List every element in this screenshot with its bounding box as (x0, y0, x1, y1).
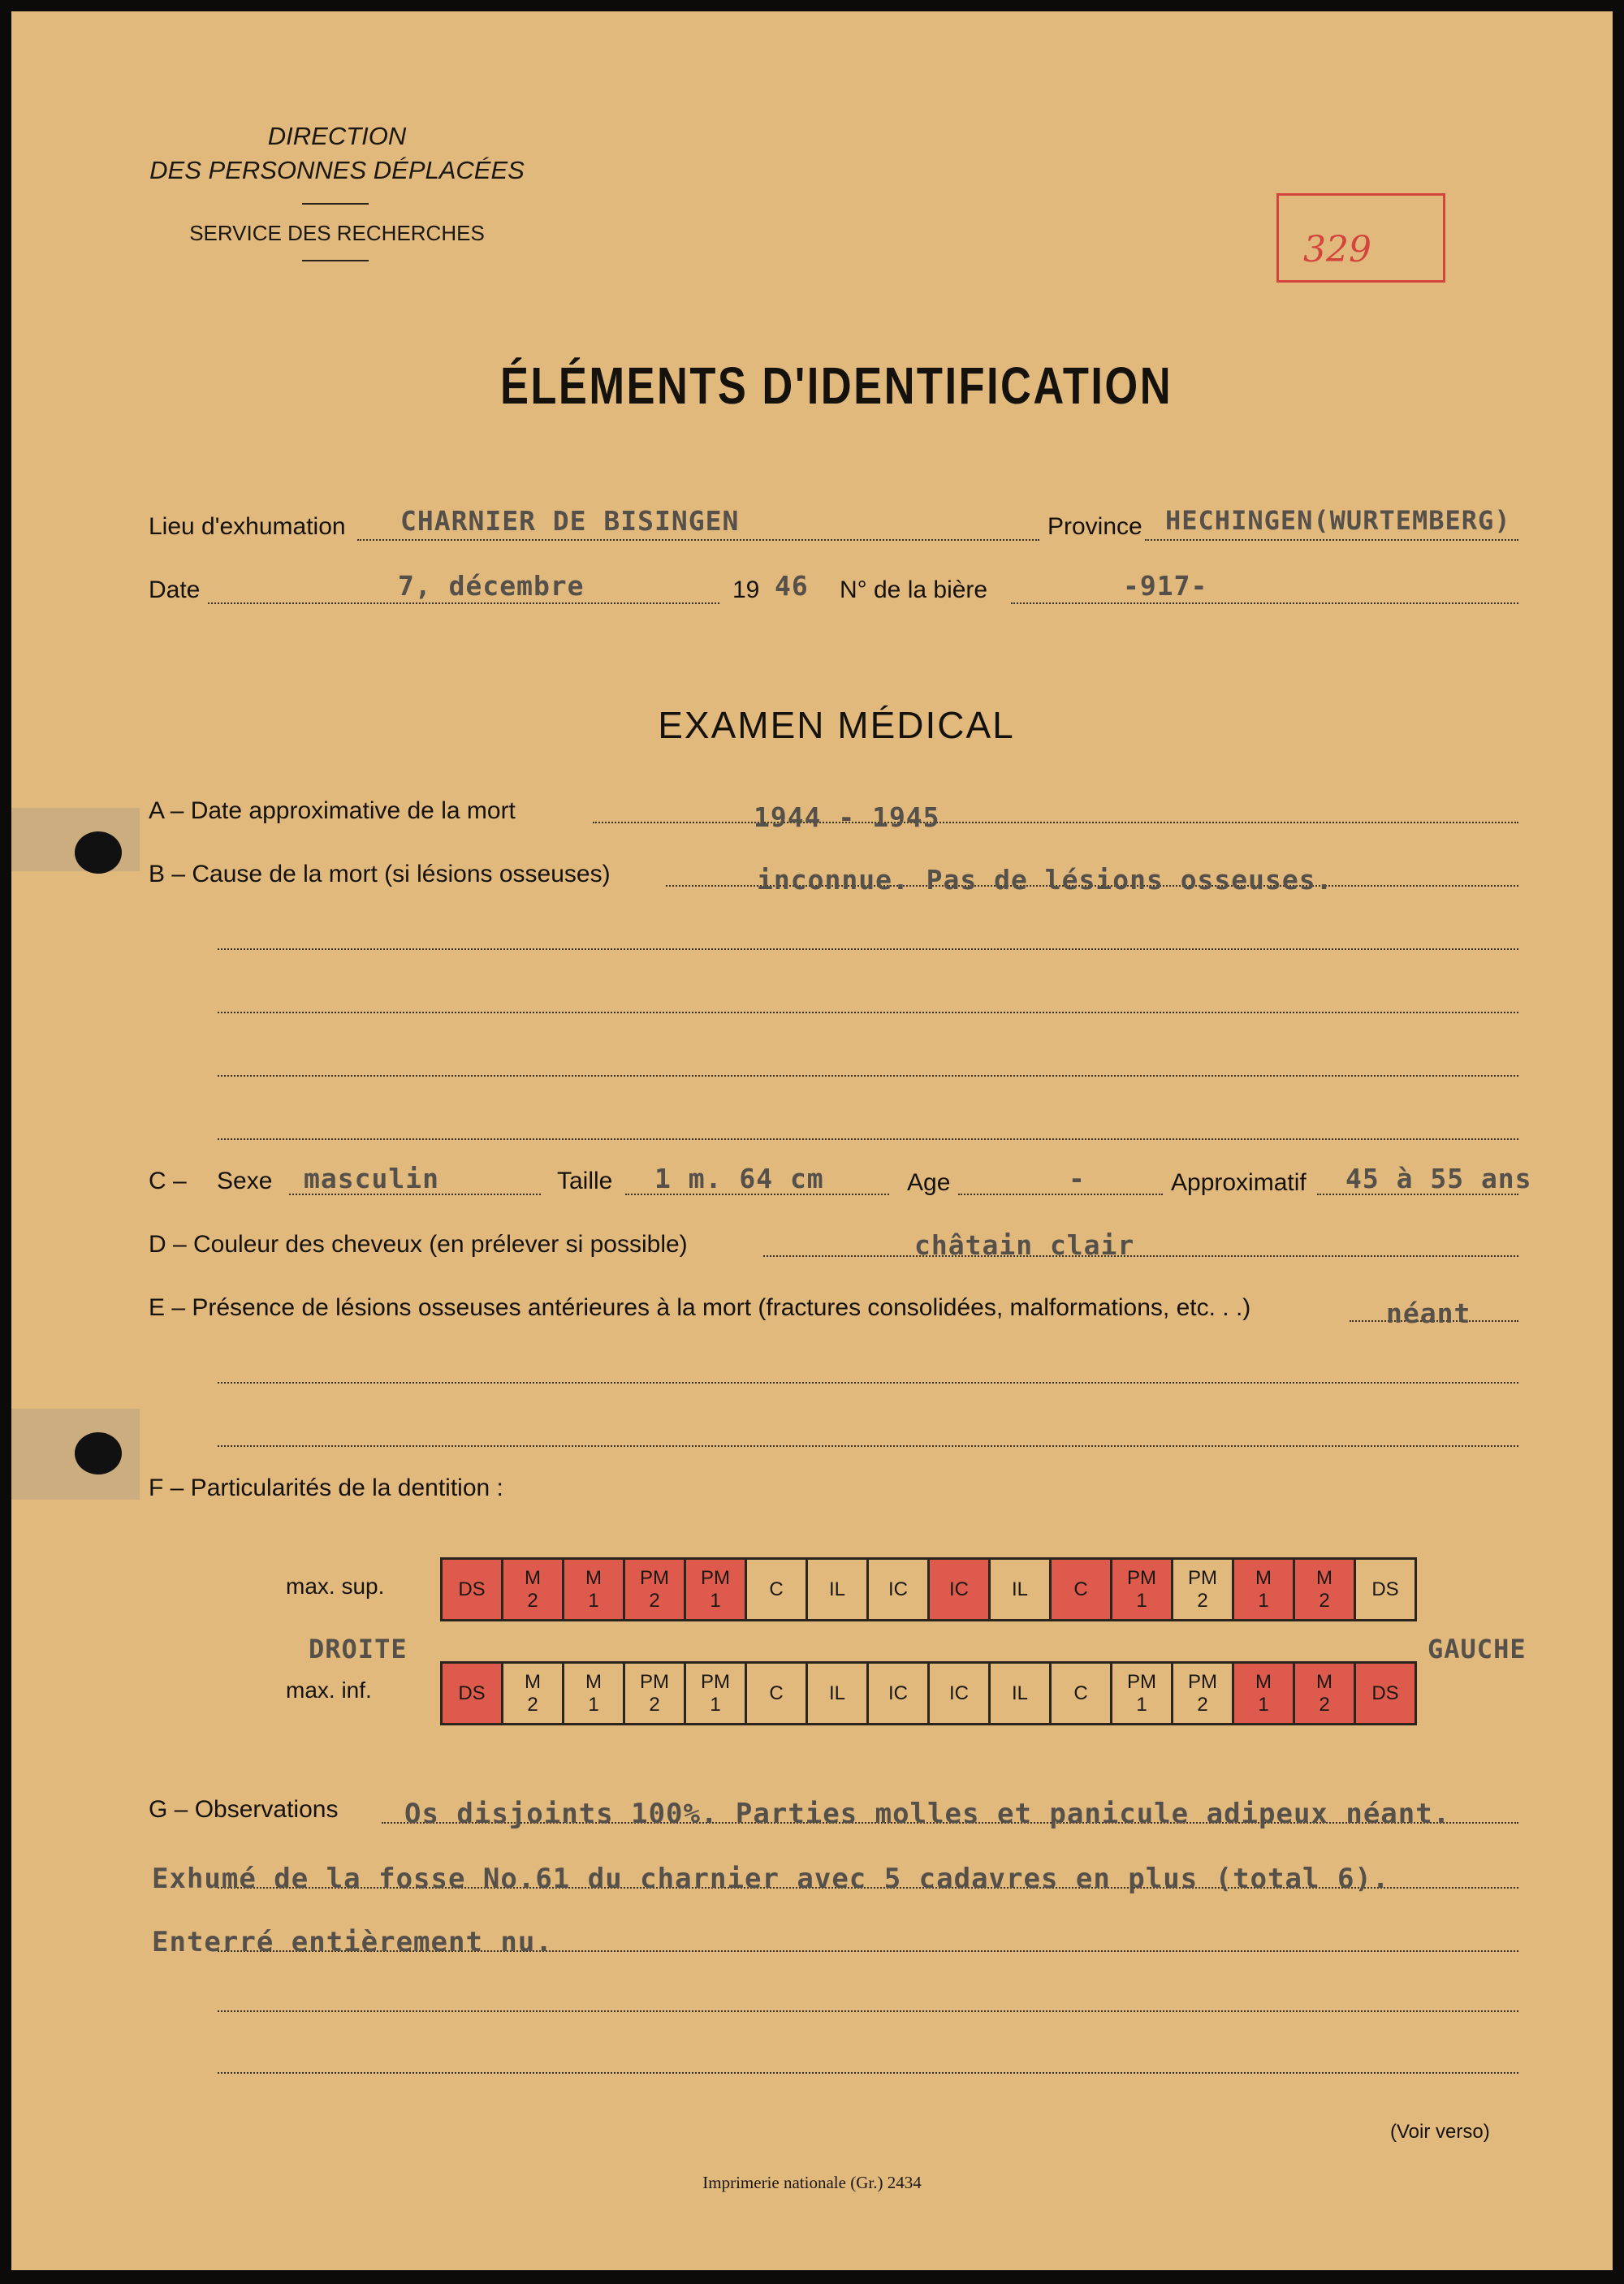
date-dots (208, 602, 719, 604)
lower-tooth-cell (746, 1663, 807, 1725)
upper-tooth-cell (1294, 1559, 1355, 1621)
tooth-number: 1 (588, 1589, 599, 1612)
field-b-line-5 (218, 1138, 1518, 1140)
province-dots (1145, 539, 1518, 541)
punch-hole-bottom (75, 1432, 122, 1474)
lower-teeth-chart (440, 1661, 1417, 1725)
tooth-code: PM (1127, 1566, 1156, 1589)
field-a-dots (593, 822, 1518, 823)
field-d-label: D – Couleur des cheveux (en prélever si possible) (149, 1231, 688, 1258)
lower-teeth-row (442, 1663, 1416, 1725)
age-label: Age (907, 1169, 951, 1196)
place-label: Lieu d'exhumation (149, 513, 346, 540)
upper-tooth-cell (1112, 1559, 1173, 1621)
province-label: Province (1047, 513, 1142, 540)
field-d-dots (763, 1255, 1518, 1257)
tooth-code: C (1073, 1578, 1088, 1600)
tooth-code: DS (458, 1682, 486, 1704)
tooth-number: 1 (1136, 1693, 1147, 1716)
upper-tooth-cell (868, 1559, 929, 1621)
lower-tooth-cell (868, 1663, 929, 1725)
height-value: 1 m. 64 cm (654, 1163, 824, 1194)
tooth-code: M (1316, 1670, 1332, 1693)
lower-tooth-cell (442, 1663, 503, 1725)
tooth-code: M (525, 1670, 541, 1693)
field-a-label: A – Date approximative de la mort (149, 797, 516, 824)
sex-label: Sexe (217, 1168, 273, 1194)
field-d-value: châtain clair (914, 1229, 1135, 1261)
observation-line-3: Enterré entièrement nu. (152, 1926, 553, 1958)
coffin-dots (1011, 602, 1518, 604)
upper-teeth-chart (440, 1557, 1417, 1621)
tooth-number: 1 (1136, 1589, 1147, 1612)
punch-hole-top (75, 831, 122, 874)
tooth-number: 1 (1258, 1589, 1269, 1612)
tooth-code: PM (1188, 1566, 1217, 1589)
tooth-number: 2 (527, 1693, 538, 1716)
field-g-line-4 (218, 2010, 1518, 2012)
upper-tooth-cell (1233, 1559, 1294, 1621)
field-e-label: E – Présence de lésions osseuses antérieures à la mort (fractures consolidées, malformations, etc. . .) (149, 1294, 1251, 1321)
tooth-number: 1 (710, 1589, 721, 1612)
right-side-label: DROITE (309, 1634, 408, 1664)
lower-tooth-cell (1112, 1663, 1173, 1725)
tooth-number: 2 (649, 1589, 660, 1612)
lower-tooth-cell (685, 1663, 746, 1725)
tooth-code: C (769, 1682, 784, 1704)
tooth-code: IL (1011, 1682, 1028, 1704)
tooth-number: 2 (1197, 1693, 1208, 1716)
tooth-code: PM (1127, 1670, 1156, 1693)
field-c-letter: C – (149, 1168, 187, 1194)
tooth-code: IL (828, 1578, 845, 1600)
tooth-code: C (1073, 1682, 1088, 1704)
upper-tooth-cell (624, 1559, 685, 1621)
field-e-value: néant (1386, 1297, 1471, 1329)
header-department: DES PERSONNES DÉPLACÉES (149, 156, 525, 184)
upper-tooth-cell (564, 1559, 624, 1621)
lower-jaw-label: max. inf. (286, 1677, 372, 1703)
year-prefix: 19 (732, 576, 760, 603)
tooth-code: IC (949, 1682, 969, 1704)
lower-tooth-cell (1294, 1663, 1355, 1725)
tooth-code: IL (1011, 1578, 1028, 1600)
upper-tooth-cell (990, 1559, 1051, 1621)
date-label: Date (149, 576, 201, 603)
sex-value: masculin (304, 1163, 439, 1194)
header-rule-2 (302, 260, 369, 261)
place-value: CHARNIER DE BISINGEN (400, 505, 740, 537)
lower-tooth-cell (503, 1663, 564, 1725)
lower-tooth-cell (624, 1663, 685, 1725)
tooth-code: DS (458, 1578, 486, 1600)
lower-tooth-cell (990, 1663, 1051, 1725)
tooth-number: 2 (1319, 1693, 1330, 1716)
lower-tooth-cell (1233, 1663, 1294, 1725)
height-label: Taille (557, 1168, 613, 1194)
upper-tooth-cell (503, 1559, 564, 1621)
field-b-label: B – Cause de la mort (si lésions osseuses) (149, 861, 611, 887)
tooth-code: M (525, 1566, 541, 1589)
upper-tooth-cell (685, 1559, 746, 1621)
tooth-code: M (585, 1670, 602, 1693)
tooth-number: 1 (1258, 1693, 1269, 1716)
header-rule-1 (302, 203, 369, 205)
stamp-number: 329 (1303, 229, 1371, 270)
tooth-code: M (1255, 1670, 1272, 1693)
coffin-value: -917- (1123, 570, 1208, 602)
upper-tooth-cell (442, 1559, 503, 1621)
header-direction: DIRECTION (267, 122, 407, 150)
tooth-code: M (1255, 1566, 1272, 1589)
tooth-code: IC (888, 1578, 908, 1600)
field-g-label: G – Observations (149, 1796, 339, 1823)
approx-label: Approximatif (1171, 1169, 1307, 1196)
age-value: - (1069, 1163, 1086, 1194)
upper-tooth-cell (1051, 1559, 1112, 1621)
field-g-line-5 (218, 2072, 1518, 2074)
upper-teeth-row (442, 1559, 1416, 1621)
upper-tooth-cell (929, 1559, 990, 1621)
province-value: HECHINGEN(WURTEMBERG) (1165, 505, 1511, 536)
tooth-code: PM (640, 1566, 669, 1589)
upper-tooth-cell (1173, 1559, 1233, 1621)
tooth-code: PM (701, 1566, 730, 1589)
field-b-value: inconnue. Pas de lésions osseuses. (757, 864, 1333, 896)
lower-tooth-cell (1355, 1663, 1416, 1725)
tooth-number: 1 (588, 1693, 599, 1716)
date-value: 7, décembre (398, 570, 585, 602)
lower-tooth-cell (929, 1663, 990, 1725)
exam-title: EXAMEN MÉDICAL (658, 704, 1015, 746)
tooth-code: IL (828, 1682, 845, 1704)
age-dots (958, 1194, 1163, 1195)
field-f-label: F – Particularités de la dentition : (149, 1474, 503, 1501)
tooth-number: 2 (1319, 1589, 1330, 1612)
tooth-number: 1 (710, 1693, 721, 1716)
tooth-code: PM (701, 1670, 730, 1693)
upper-tooth-cell (1355, 1559, 1416, 1621)
lower-tooth-cell (564, 1663, 624, 1725)
upper-tooth-cell (746, 1559, 807, 1621)
header-service: SERVICE DES RECHERCHES (189, 221, 485, 245)
see-reverse-note: (Voir verso) (1390, 2121, 1490, 2143)
tooth-code: M (1316, 1566, 1332, 1589)
tooth-code: DS (1371, 1578, 1399, 1600)
lower-tooth-cell (1051, 1663, 1112, 1725)
coffin-label: N° de la bière (840, 576, 988, 603)
upper-tooth-cell (807, 1559, 868, 1621)
binding-tape-top (11, 808, 140, 871)
upper-jaw-label: max. sup. (286, 1574, 385, 1599)
field-b-line-3 (218, 1012, 1518, 1013)
left-side-label: GAUCHE (1427, 1634, 1527, 1664)
lower-tooth-cell (807, 1663, 868, 1725)
tooth-code: IC (949, 1578, 969, 1600)
tooth-code: PM (640, 1670, 669, 1693)
field-b-line-2 (218, 948, 1518, 950)
lower-tooth-cell (1173, 1663, 1233, 1725)
tooth-code: C (769, 1578, 784, 1600)
observation-line-1: Os disjoints 100%. Parties molles et panicule adipeux néant. (404, 1798, 1451, 1830)
tooth-number: 2 (1197, 1589, 1208, 1612)
field-a-value: 1944 - 1945 (754, 801, 940, 833)
approx-value: 45 à 55 ans (1345, 1163, 1532, 1194)
field-e-line-2 (218, 1382, 1518, 1384)
year-value: 46 (775, 570, 809, 602)
tooth-code: DS (1371, 1682, 1399, 1704)
place-dots (357, 539, 1039, 541)
tooth-number: 2 (649, 1693, 660, 1716)
tooth-code: IC (888, 1682, 908, 1704)
tooth-code: M (585, 1566, 602, 1589)
tooth-code: PM (1188, 1670, 1217, 1693)
observation-line-2: Exhumé de la fosse No.61 du charnier avec 5 cadavres en plus (total 6). (152, 1863, 1390, 1895)
form-title: ÉLÉMENTS D'IDENTIFICATION (499, 356, 1173, 415)
field-e-line-3 (218, 1445, 1518, 1447)
tooth-number: 2 (527, 1589, 538, 1612)
printer-imprint: Imprimerie nationale (Gr.) 2434 (702, 2173, 922, 2192)
field-b-line-4 (218, 1075, 1518, 1077)
